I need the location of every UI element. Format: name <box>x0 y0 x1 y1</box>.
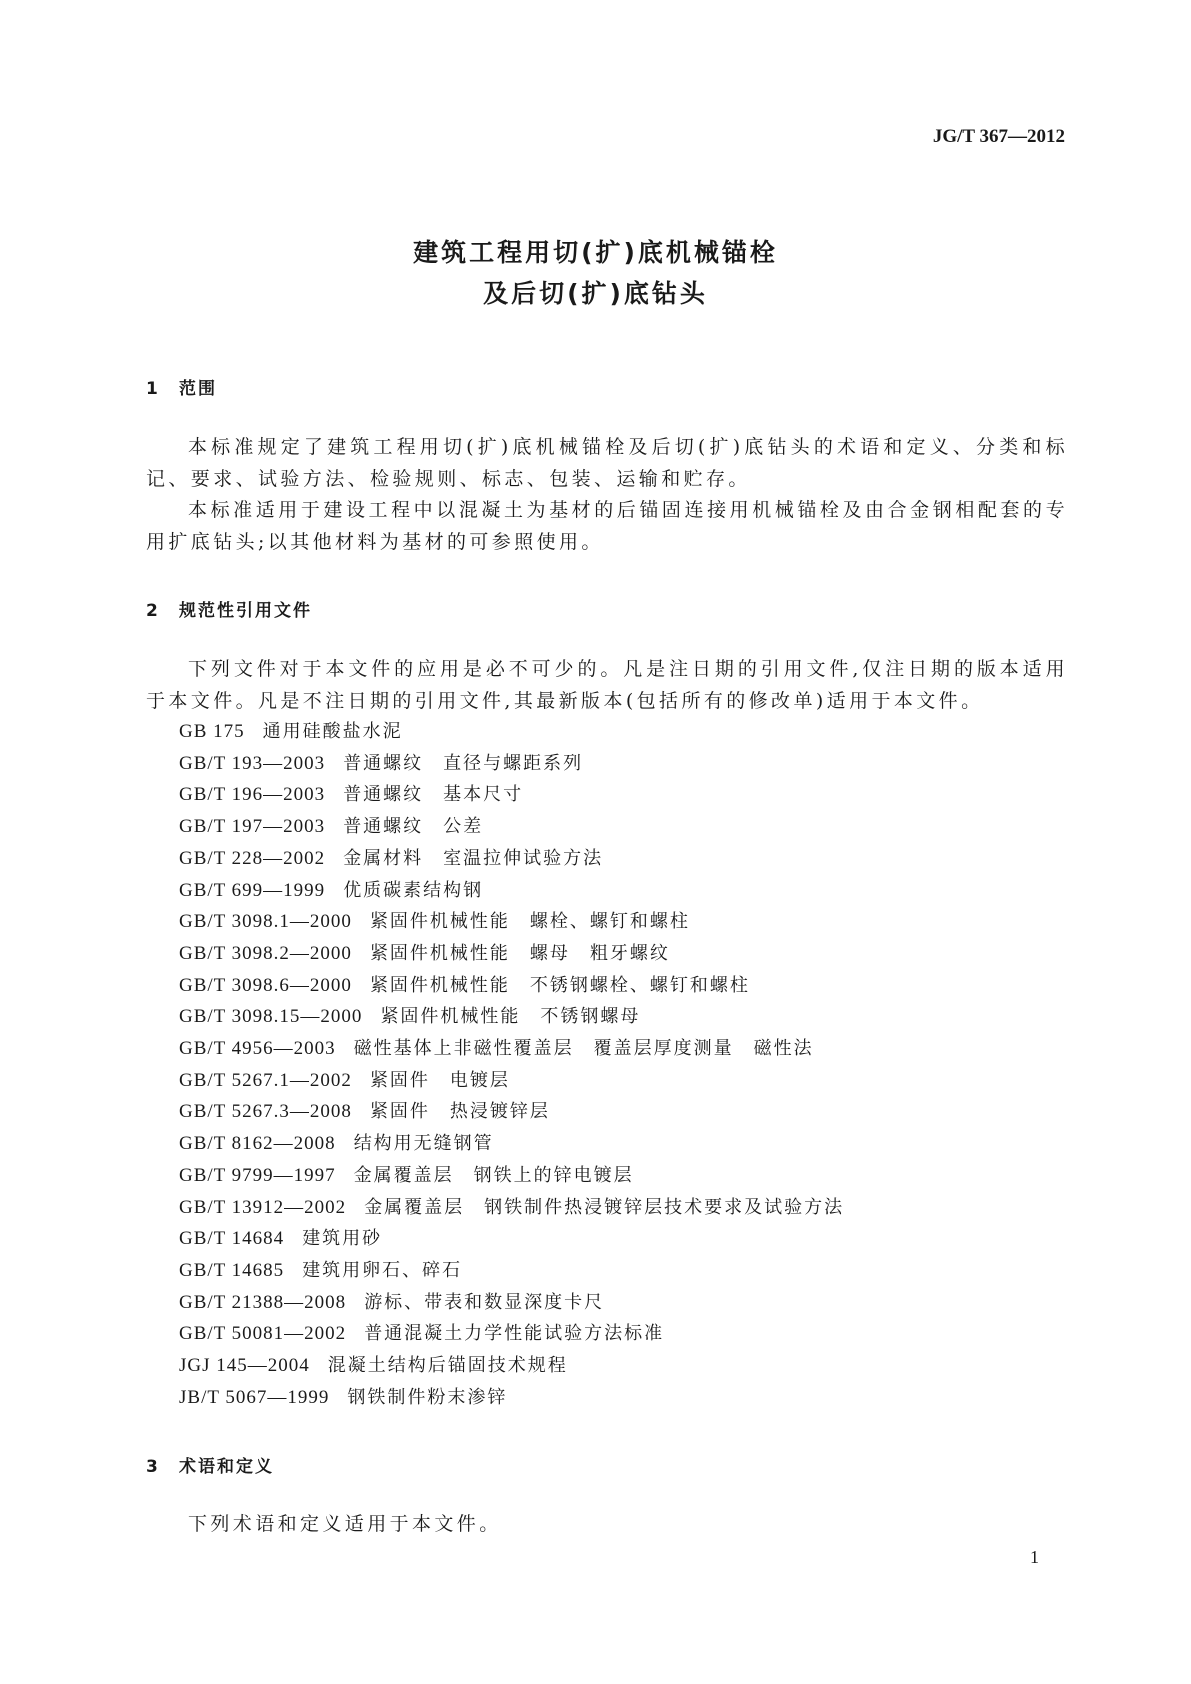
reference-item <box>179 938 844 970</box>
reference-code: GB/T 14684 <box>179 1228 285 1250</box>
reference-item <box>179 1318 844 1350</box>
section-heading-normative-references <box>146 596 312 621</box>
reference-title: 混凝土结构后锚固技术规程 <box>327 1355 568 1377</box>
reference-title: 普通混凝土力学性能试验方法标准 <box>364 1323 665 1345</box>
reference-code: GB/T 21388—2008 <box>179 1291 347 1313</box>
reference-title: 普通螺纹 直径与螺距系列 <box>343 752 584 774</box>
reference-item <box>179 1128 844 1160</box>
paragraph: 下列术语和定义适用于本文件。 <box>188 1513 502 1535</box>
reference-code: GB/T 3098.6—2000 <box>179 974 352 996</box>
reference-item <box>179 1192 844 1224</box>
reference-code: GB/T 699—1999 <box>179 879 326 901</box>
reference-item <box>179 779 844 811</box>
reference-item <box>179 1223 844 1255</box>
reference-code: GB/T 3098.2—2000 <box>179 942 352 964</box>
reference-item <box>179 748 844 780</box>
reference-code: GB/T 13912—2002 <box>179 1196 347 1218</box>
reference-title: 钢铁制件粉末渗锌 <box>347 1386 508 1408</box>
reference-title: 结构用无缝钢管 <box>353 1133 494 1155</box>
reference-item <box>179 1065 844 1097</box>
reference-title: 紧固件机械性能 不锈钢螺母 <box>380 1006 641 1028</box>
paragraph: 本标准适用于建设工程中以混凝土为基材的后锚固连接用机械锚栓及由合金钢相配套的专用扩底钻头;以其他材料为基材的可参照使用。 <box>146 499 1068 553</box>
reference-item <box>179 970 844 1002</box>
reference-item <box>179 811 844 843</box>
reference-code: GB/T 8162—2008 <box>179 1133 336 1155</box>
reference-code: GB/T 3098.1—2000 <box>179 911 352 933</box>
reference-code: GB/T 14685 <box>179 1259 285 1281</box>
reference-title: 普通螺纹 基本尺寸 <box>343 784 524 806</box>
reference-title: 金属覆盖层 钢铁制件热浸镀锌层技术要求及试验方法 <box>364 1196 845 1218</box>
reference-code: GB/T 228—2002 <box>179 847 326 869</box>
reference-list <box>179 716 844 1413</box>
reference-item <box>179 1096 844 1128</box>
reference-code: GB/T 50081—2002 <box>179 1323 347 1345</box>
reference-title: 建筑用砂 <box>302 1228 383 1250</box>
reference-item <box>179 843 844 875</box>
reference-code: GB/T 5267.3—2008 <box>179 1101 352 1123</box>
reference-code: GB/T 5267.1—2002 <box>179 1069 352 1091</box>
reference-item <box>179 1382 844 1414</box>
reference-title: 紧固件机械性能 螺栓、螺钉和螺柱 <box>369 911 690 933</box>
document-title-line-1: 建筑工程用切(扩)底机械锚栓 <box>413 238 778 267</box>
reference-item <box>179 906 844 938</box>
section-number: 2 <box>146 601 160 621</box>
reference-title: 金属覆盖层 钢铁上的锌电镀层 <box>353 1164 634 1186</box>
reference-title: 紧固件 电镀层 <box>369 1069 510 1091</box>
reference-code: JGJ 145—2004 <box>179 1355 310 1377</box>
section-number: 3 <box>146 1457 160 1477</box>
reference-title: 游标、带表和数显深度卡尺 <box>364 1291 605 1313</box>
page-number: 1 <box>1030 1547 1039 1567</box>
reference-title: 磁性基体上非磁性覆盖层 覆盖层厚度测量 磁性法 <box>353 1038 814 1060</box>
section-title: 范围 <box>179 379 217 399</box>
reference-code: GB/T 196—2003 <box>179 784 326 806</box>
reference-title: 建筑用卵石、碎石 <box>302 1259 463 1281</box>
reference-title: 紧固件机械性能 不锈钢螺栓、螺钉和螺柱 <box>369 974 750 996</box>
reference-code: JB/T 5067—1999 <box>179 1386 330 1408</box>
reference-item <box>179 1287 844 1319</box>
reference-code: GB/T 197—2003 <box>179 816 326 838</box>
reference-title: 优质碳素结构钢 <box>343 879 484 901</box>
standard-code: JG/T 367—2012 <box>932 126 1065 147</box>
reference-title: 金属材料 室温拉伸试验方法 <box>343 847 604 869</box>
reference-item <box>179 875 844 907</box>
reference-item <box>179 716 844 748</box>
reference-item <box>179 1001 844 1033</box>
paragraph: 下列文件对于本文件的应用是必不可少的。凡是注日期的引用文件,仅注日期的版本适用于本文件。凡是不注日期的引用文件,其最新版本(包括所有的修改单)适用于本文件。 <box>146 658 1068 712</box>
reference-item <box>179 1160 844 1192</box>
reference-title: 紧固件机械性能 螺母 粗牙螺纹 <box>369 942 670 964</box>
reference-code: GB/T 4956—2003 <box>179 1038 336 1060</box>
reference-code: GB/T 3098.15—2000 <box>179 1006 363 1028</box>
reference-title: 紧固件 热浸镀锌层 <box>369 1101 550 1123</box>
reference-code: GB 175 <box>179 721 245 742</box>
document-title-line-2: 及后切(扩)底钻头 <box>483 279 708 308</box>
paragraph: 本标准规定了建筑工程用切(扩)底机械锚栓及后切(扩)底钻头的术语和定义、分类和标记、要求、试验方法、检验规则、标志、包装、运输和贮存。 <box>146 436 1068 490</box>
reference-item <box>179 1033 844 1065</box>
section-heading-terms <box>146 1452 274 1477</box>
reference-code: GB/T 9799—1997 <box>179 1164 336 1186</box>
reference-title: 普通螺纹 公差 <box>343 816 484 838</box>
section-number: 1 <box>146 379 160 399</box>
section-title: 术语和定义 <box>179 1457 274 1477</box>
reference-code: GB/T 193—2003 <box>179 752 326 774</box>
reference-item <box>179 1350 844 1382</box>
reference-title: 通用硅酸盐水泥 <box>262 721 403 742</box>
section-heading-scope <box>146 374 217 399</box>
section-title: 规范性引用文件 <box>179 601 312 621</box>
reference-item <box>179 1255 844 1287</box>
